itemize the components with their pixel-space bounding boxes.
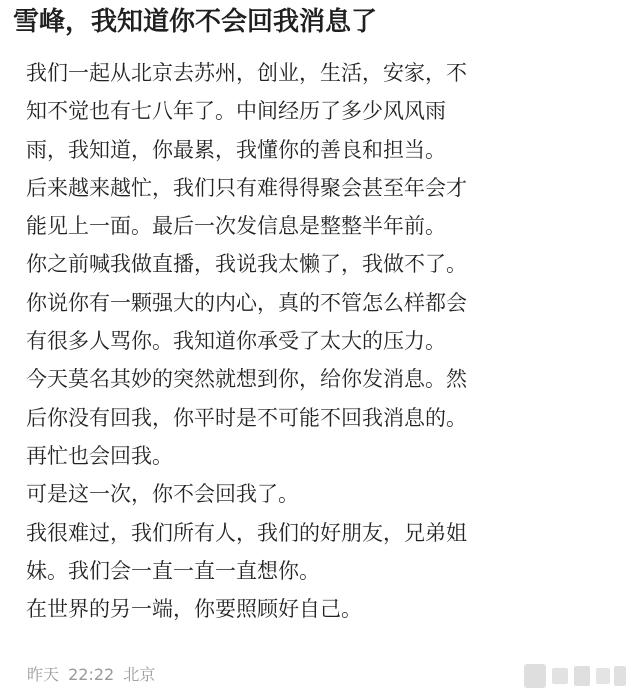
body-line: 再忙也会回我。 xyxy=(26,443,173,468)
body-line: 知不觉也有七八年了。中间经历了多少风风雨 xyxy=(26,99,446,124)
body-line: 你之前喊我做直播，我说我太懒了，我做不了。 xyxy=(26,252,467,277)
body-line: 我们一起从北京去苏州，创业，生活，安家，不 xyxy=(26,61,467,85)
post-time: 22:22 xyxy=(68,665,115,684)
body-line: 在世界的另一端，你要照顾好自己。 xyxy=(26,597,362,622)
blurred-watermark-icon xyxy=(520,656,630,696)
body-line: 后来越来越忙，我们只有难得得聚会甚至年会才 xyxy=(26,175,467,200)
body-line: 雨，我知道，你最累，我懂你的善良和担当。 xyxy=(26,137,446,162)
body-line: 能见上一面。最后一次发信息是整整半年前。 xyxy=(26,214,446,239)
body-line: 今天莫名其妙的突然就想到你，给你发消息。然 xyxy=(26,367,467,392)
body-line: 我很难过，我们所有人，我们的好朋友，兄弟姐 xyxy=(26,520,467,545)
body-line: 后你没有回我，你平时是不可能不回我消息的。 xyxy=(26,405,467,430)
body-line: 你说你有一颗强大的内心，真的不管怎么样都会 xyxy=(26,290,467,315)
body-line: 可是这一次，你不会回我了。 xyxy=(26,482,299,507)
post-meta xyxy=(27,664,159,686)
post-title: 雪峰，我知道你不会回我消息了 xyxy=(13,7,378,37)
post-date: 昨天 xyxy=(27,665,60,684)
post-body xyxy=(26,54,626,628)
body-line: 有很多人骂你。我知道你承受了太大的压力。 xyxy=(26,329,446,354)
body-line: 妹。我们会一直一直一直想你。 xyxy=(26,558,320,583)
post-location: 北京 xyxy=(123,665,156,684)
